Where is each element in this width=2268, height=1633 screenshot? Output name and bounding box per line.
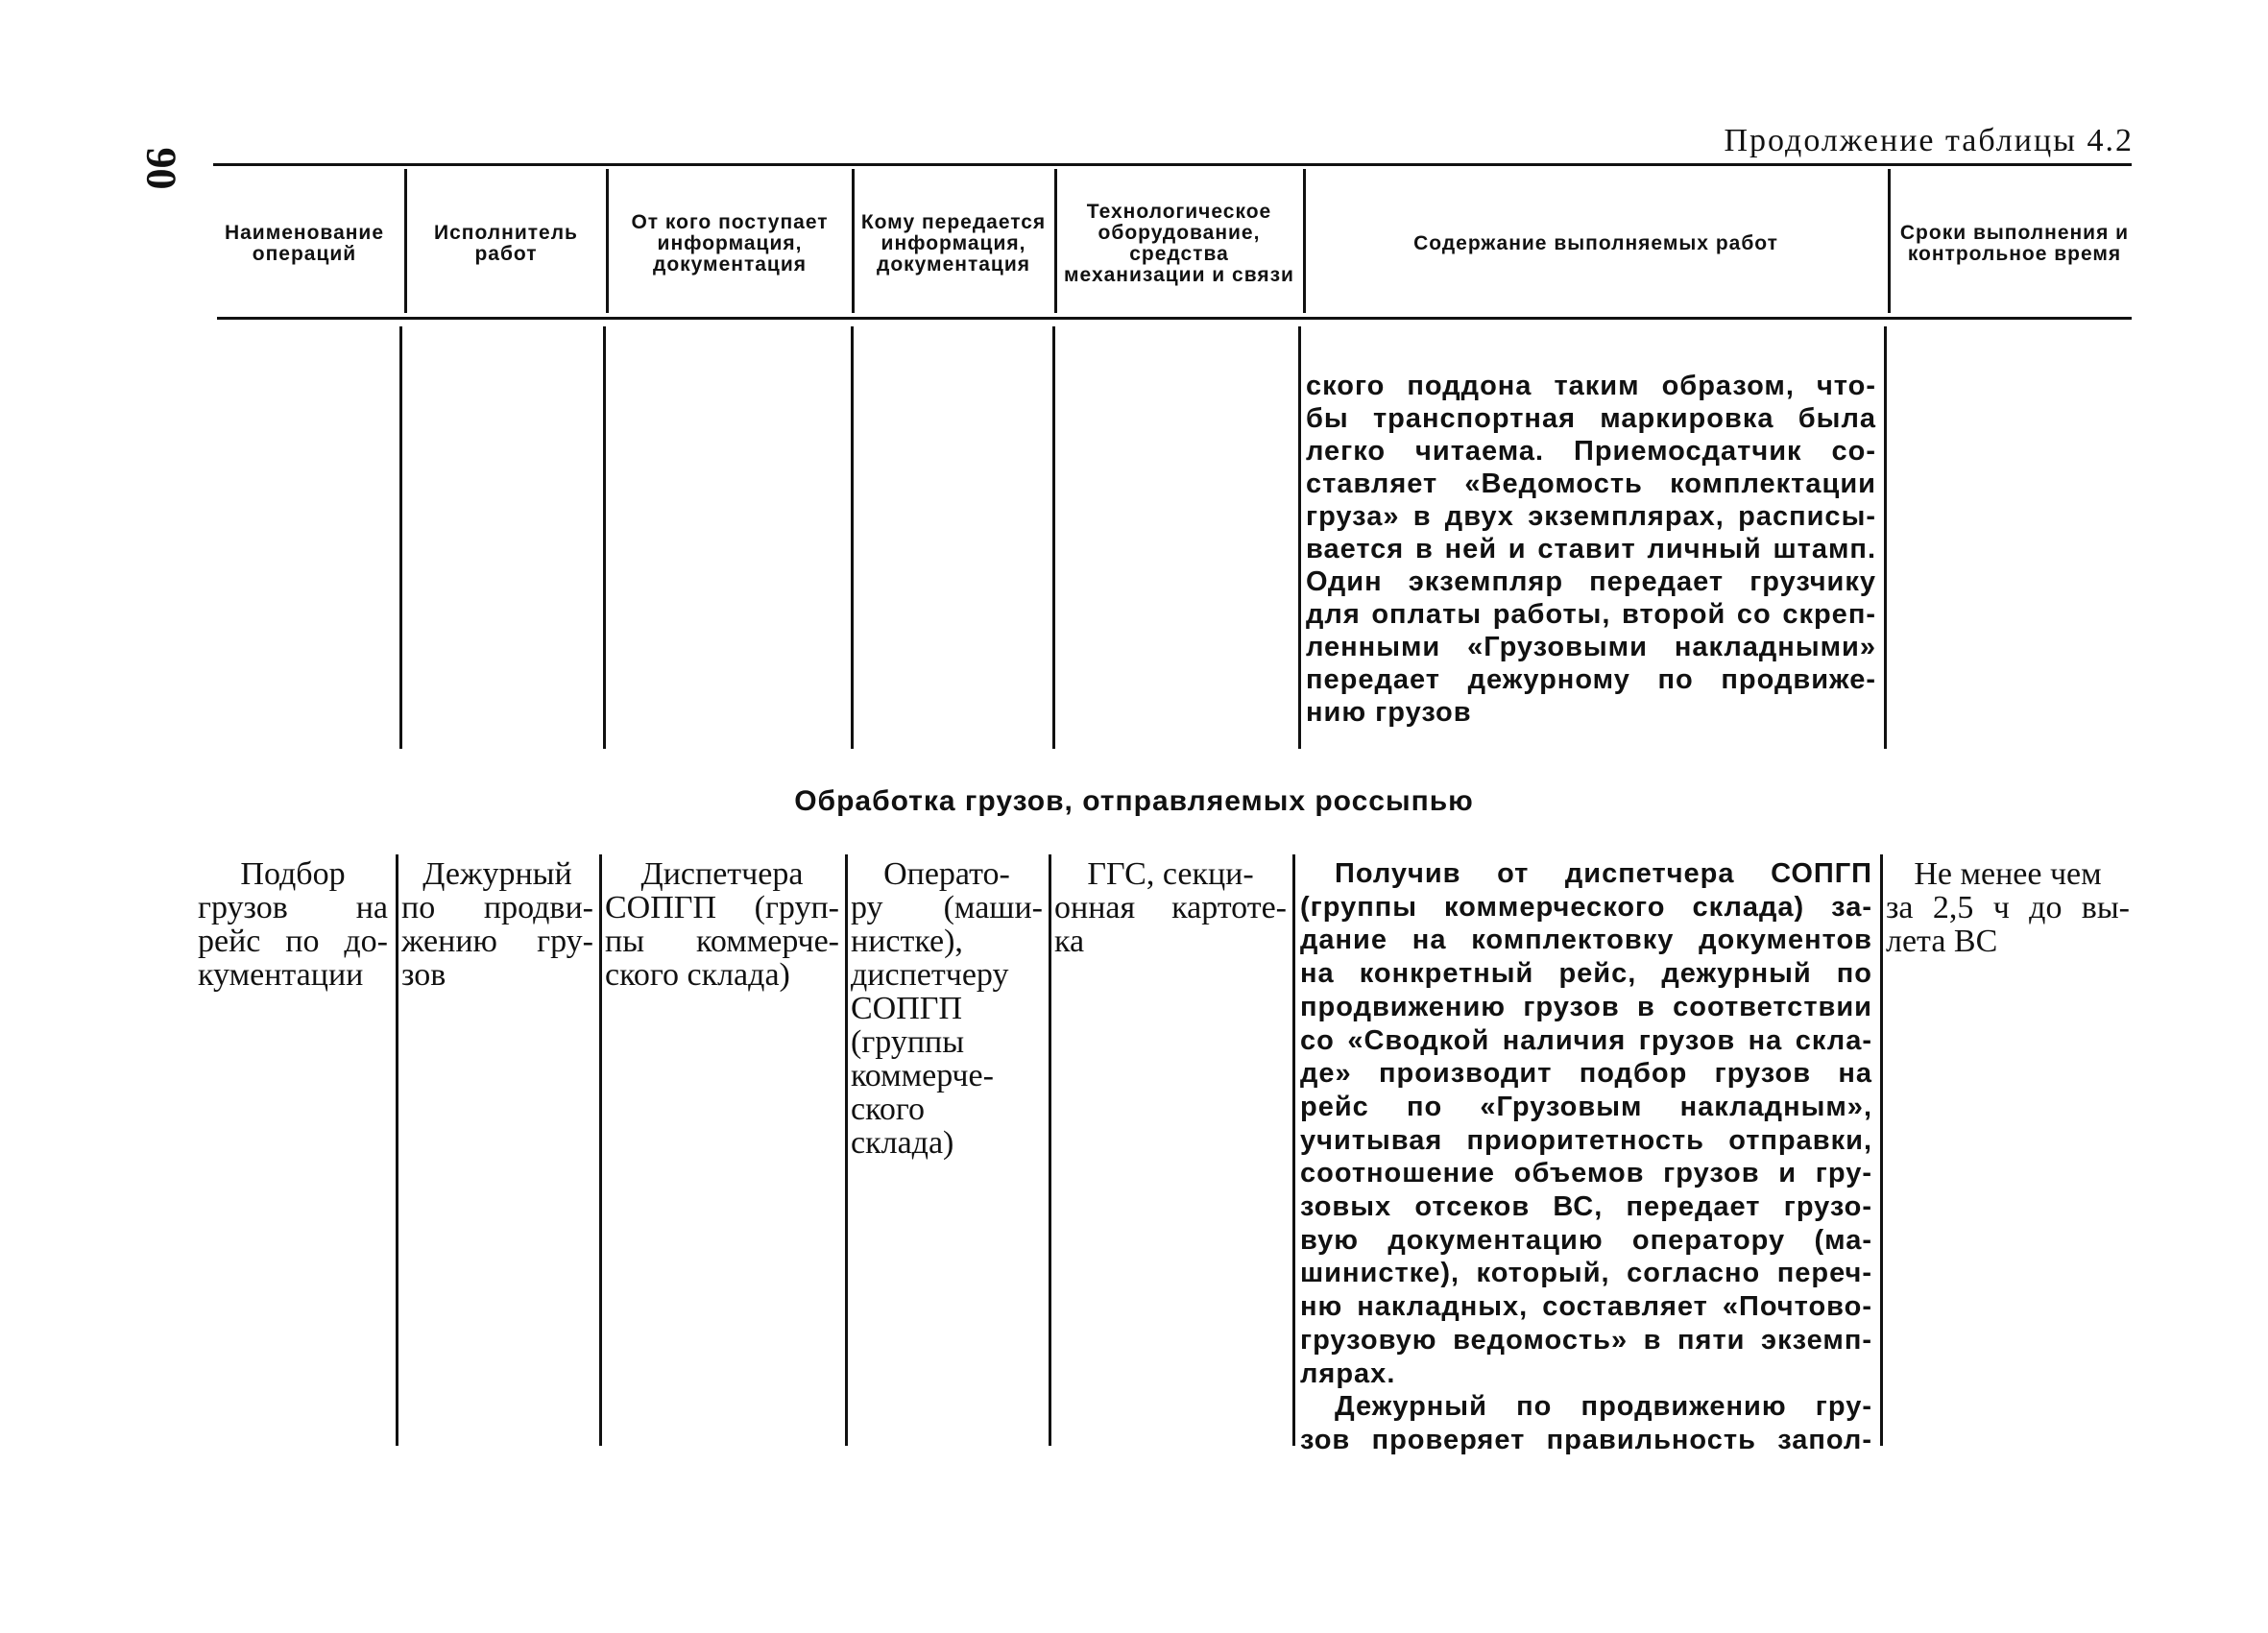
content-line: вую документацию оператору (ма- <box>1300 1224 1872 1256</box>
operation-line: Подбор <box>240 856 346 892</box>
content-line: грузовую ведомость» в пяти экземп- <box>1300 1324 1872 1356</box>
header-equipment: Технологическое оборудование, средства механизации и связи <box>1064 201 1294 286</box>
section-title: Обработка грузов, отправляемых россыпью <box>794 785 1474 817</box>
equipment-line: ка <box>1054 924 1085 959</box>
from-line: СОПГП (груп- <box>605 890 839 925</box>
header-content: Содержание выполняемых работ <box>1413 232 1778 254</box>
content-line: де» производит подбор грузов на <box>1300 1058 1872 1090</box>
timing-line: за 2,5 ч до вы- <box>1886 890 2130 925</box>
header-separator <box>404 169 407 313</box>
content-line: рейс по «Грузовым накладным», <box>1300 1091 1872 1122</box>
content-line: учитывая приоритетность отправки, <box>1300 1124 1872 1156</box>
timing-line: Не менее чем <box>1914 856 2102 892</box>
continued-content-cell <box>1300 370 1882 729</box>
content-line: продвижению грузов в соответствии <box>1300 991 1872 1022</box>
to-line: коммерче- <box>851 1058 994 1093</box>
executor-cell <box>398 857 597 992</box>
content-line: ленными «Грузовыми накладными» <box>1306 632 1876 662</box>
header-from: От кого поступает информация, документация <box>631 211 829 276</box>
to-line: СОПГП <box>851 991 962 1026</box>
content-line: ставляет «Ведомость комплектации <box>1306 468 1876 499</box>
content-line: Один экземпляр передает грузчику <box>1306 566 1876 597</box>
to-cell <box>847 857 1047 1160</box>
header-to: Кому передается информация, документация <box>860 211 1047 276</box>
equipment-line: онная картоте- <box>1054 890 1287 925</box>
timing-cell <box>1882 857 2134 958</box>
equipment-cell <box>1050 857 1291 958</box>
to-line: ру (маши- <box>851 890 1043 925</box>
column-separator <box>399 326 402 749</box>
content-line: Получив от диспетчера СОПГП <box>1335 858 1872 889</box>
to-line: диспетчеру <box>851 957 1009 993</box>
executor-line: жению гру- <box>401 924 593 959</box>
content-line: передает дежурному по продвиже- <box>1306 664 1876 695</box>
content-line: на конкретный рейс, дежурный по <box>1300 958 1872 990</box>
from-cell <box>601 857 843 992</box>
column-separator <box>1052 326 1055 749</box>
from-line: ского склада) <box>605 957 790 993</box>
header-top-rule <box>213 163 2132 166</box>
content-line: зов проверяет правильность запол- <box>1300 1424 1872 1455</box>
content-line: легко читаема. Приемосдатчик со- <box>1306 436 1876 467</box>
content-line: нию грузов <box>1306 697 1472 728</box>
from-line: Диспетчера <box>640 856 804 892</box>
content-line: Дежурный по продвижению гру- <box>1335 1391 1872 1423</box>
executor-line: по продви- <box>401 890 593 925</box>
operation-line: рейс по до- <box>198 924 388 959</box>
to-line: склада) <box>851 1125 954 1161</box>
table-caption: Продолжение таблицы 4.2 <box>1724 123 2134 158</box>
operation-line: грузов на <box>198 890 388 925</box>
equipment-line: ГГС, секци- <box>1087 856 1254 892</box>
from-line: пы коммерче- <box>605 924 839 959</box>
operation-cell <box>194 857 392 992</box>
column-separator <box>1884 326 1887 749</box>
content-line: вается в ней и ставит личный штамп. <box>1306 534 1876 564</box>
main-content-cell <box>1294 857 1878 1457</box>
content-line: груза» в двух экземплярах, расписы- <box>1306 501 1876 532</box>
content-line: зовых отсеков ВС, передает грузо- <box>1300 1191 1872 1223</box>
content-line: шинистке), который, согласно переч- <box>1300 1258 1872 1289</box>
header-operation: Наименование операций <box>224 222 385 265</box>
header-bottom-rule <box>217 317 2132 320</box>
content-line: ского поддона таким образом, что- <box>1306 371 1876 401</box>
to-line: (группы <box>851 1024 965 1060</box>
content-line: ню накладных, составляет «Почтово- <box>1300 1291 1872 1323</box>
content-line: дание на комплектовку документов <box>1300 925 1872 956</box>
content-line: со «Сводкой наличия грузов на скла- <box>1300 1024 1872 1056</box>
executor-line: зов <box>401 957 446 993</box>
content-line: лярах. <box>1300 1357 1396 1389</box>
to-line: ского <box>851 1092 925 1127</box>
header-timing: Сроки выполнения и контрольное время <box>1899 222 2130 265</box>
to-line: нистке), <box>851 924 963 959</box>
executor-line: Дежурный <box>422 856 572 892</box>
content-line: соотношение объемов грузов и гру- <box>1300 1158 1872 1189</box>
header-executor: Исполнитель работ <box>434 222 578 265</box>
operation-line: кументации <box>198 957 364 993</box>
column-separator <box>603 326 606 749</box>
timing-line: лета ВС <box>1886 924 1998 959</box>
content-line: для оплаты работы, второй со скреп- <box>1306 599 1876 630</box>
column-separator <box>851 326 854 749</box>
content-line: (группы коммерческого склада) за- <box>1300 891 1872 923</box>
page-number: 90 <box>137 147 185 190</box>
to-line: Операто- <box>883 856 1010 892</box>
content-line: бы транспортная маркировка была <box>1306 403 1876 434</box>
